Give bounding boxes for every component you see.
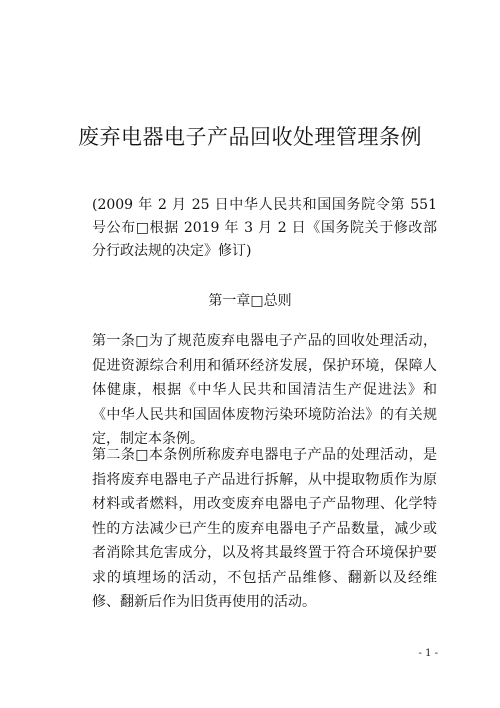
article-1: 第一条□为了规范废弃电器电子产品的回收处理活动，促进资源综合利用和循环经济发展，保护环境，保障人体健康，根据《中华人民共和国清洁生产促进法》和《中华人民共和国固体废物污染环境防治法》的有关规定，制定本条例。 — [92, 333, 437, 447]
publication-note: (2009 年 2 月 25 日中华人民共和国国务院令第 551 号公布□根据 2019 年 3 月 2 日《国务院关于修改部分行政法规的决定》修订) — [92, 197, 437, 259]
article-2: 第二条□本条例所称废弃电器电子产品的处理活动，是指将废弃电器电子产品进行拆解，从中提取物质作为原材料或者燃料，用改变废弃电器电子产品物理、化学特性的方法减少已产生的废弃电器电子产品数量，减少或者消除其危害成分，以及将其最终置于符合环境保护要求的填埋场的活动，不包括产品维修、翻新以及经维修、翻新后作为旧货再使用的活动。 — [92, 447, 437, 610]
page-number: - 1 - — [418, 648, 438, 659]
chapter-heading: 第一章□总则 — [208, 293, 292, 309]
document-title: 废弃电器电子产品回收处理管理条例 — [78, 125, 422, 149]
